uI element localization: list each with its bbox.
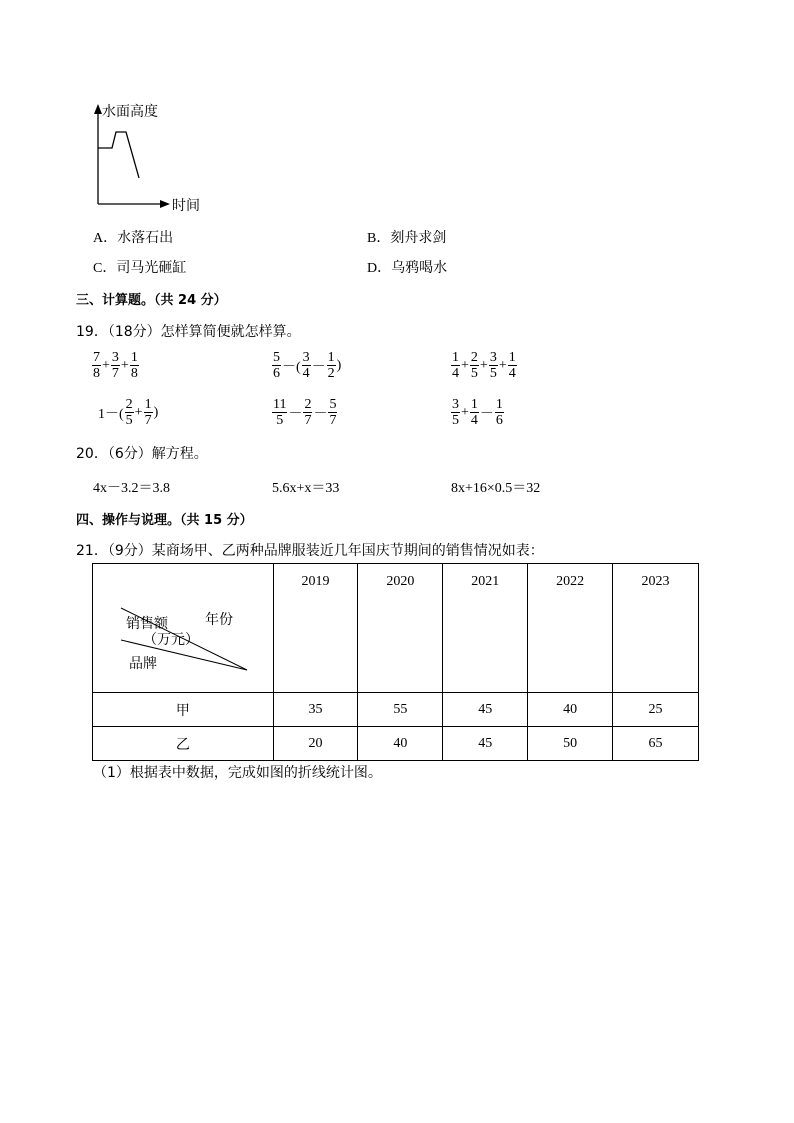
- fraction: $\frac{2}{5}$: [470, 350, 478, 381]
- diag-year-label: 年份: [205, 612, 233, 628]
- equation-2: 5.6x+x＝33: [272, 481, 340, 496]
- x-axis-arrow: [160, 200, 170, 208]
- option-text: 司马光砸缸: [116, 260, 187, 276]
- value-cell: 20: [273, 727, 358, 761]
- graph-ylabel: 水面高度: [102, 104, 158, 120]
- year-header: 2021: [443, 564, 528, 693]
- fraction: $\frac{1}{6}$: [495, 397, 503, 428]
- year-header: 2020: [358, 564, 443, 693]
- equation-3: 8x+16×0.5＝32: [451, 481, 541, 496]
- calc-expression-3: $\frac{1}{4}$ + $\frac{2}{5}$ + $\frac{3}{5}$ + $\frac{1}{4}$: [452, 350, 516, 381]
- fraction: $\frac{3}{4}$: [302, 350, 310, 381]
- y-axis-arrow: [94, 104, 102, 114]
- sales-table: [92, 563, 699, 761]
- value-cell: 50: [528, 727, 613, 761]
- value-cell: 25: [613, 693, 699, 727]
- equation-1: 4x－3.2＝3.8: [93, 481, 170, 496]
- fraction: $\frac{7}{8}$: [93, 350, 100, 381]
- brand-cell: 乙: [93, 727, 274, 761]
- table-header-row: [93, 564, 699, 693]
- fraction: $\frac{3}{5}$: [452, 397, 459, 428]
- fraction: $\frac{3}{7}$: [111, 350, 119, 381]
- diagonal-lines: [93, 564, 274, 682]
- section-4-title: 四、操作与说理。（共 15 分）: [76, 513, 253, 528]
- fraction: $\frac{1}{4}$: [452, 350, 459, 381]
- value-cell: 55: [358, 693, 443, 727]
- fraction: $\frac{1}{4}$: [508, 350, 516, 381]
- table-row: [93, 693, 699, 727]
- section-3-title: 三、计算题。（共 24 分）: [76, 293, 227, 308]
- fraction: $\frac{5}{7}$: [329, 397, 337, 428]
- value-cell: 65: [613, 727, 699, 761]
- calc-expression-4: 1－( $\frac{2}{5}$ + $\frac{1}{7}$ ): [98, 397, 159, 428]
- option-letter: D．: [367, 261, 392, 276]
- option-c: [93, 257, 186, 277]
- fraction: $\frac{1}{2}$: [327, 350, 335, 381]
- question-21-label: 21．（9分）某商场甲、乙两种品牌服装近几年国庆节期间的销售情况如表：: [76, 543, 544, 559]
- option-text: 水落石出: [117, 230, 174, 246]
- calc-expression-6: $\frac{3}{5}$ + $\frac{1}{4}$ － $\frac{1}{6}$: [452, 397, 503, 428]
- fraction: $\frac{1}{8}$: [130, 350, 138, 381]
- fraction: $\frac{1}{7}$: [144, 397, 152, 428]
- year-header: 2022: [528, 564, 613, 693]
- option-letter: A．: [93, 231, 118, 246]
- fraction: $\frac{1}{4}$: [470, 397, 478, 428]
- option-b: [367, 227, 446, 247]
- option-d: [367, 257, 447, 277]
- question-21-sub-1: （1）根据表中数据，完成如图的折线统计图。: [93, 765, 382, 781]
- question-20-label: 20．（6分）解方程。: [76, 446, 208, 462]
- water-level-line: [98, 132, 139, 178]
- option-text: 刻舟求剑: [390, 230, 447, 246]
- calc-expression-2: $\frac{5}{6}$ －( $\frac{3}{4}$ － $\frac{1}{2}$ ): [273, 350, 342, 381]
- diag-brand-label: 品牌: [129, 656, 157, 672]
- table-row: [93, 727, 699, 761]
- brand-cell: 甲: [93, 693, 274, 727]
- value-cell: 40: [528, 693, 613, 727]
- diagonal-header-cell: [93, 564, 274, 693]
- diag-sales-label: 销售额: [126, 616, 168, 632]
- diag-unit-label: （万元）: [143, 632, 199, 648]
- value-cell: 35: [273, 693, 358, 727]
- value-cell: 45: [443, 727, 528, 761]
- value-cell: 45: [443, 693, 528, 727]
- option-text: 乌鸦喝水: [391, 260, 448, 276]
- calc-expression-1: $\frac{7}{8}$ + $\frac{3}{7}$ + $\frac{1}{8}$: [93, 350, 138, 381]
- calc-expression-5: $\frac{11}{5}$ － $\frac{2}{7}$ － $\frac{5}{7}$: [273, 397, 337, 428]
- fraction: $\frac{5}{6}$: [273, 350, 280, 381]
- option-letter: C．: [93, 261, 117, 276]
- fraction: $\frac{11}{5}$: [273, 397, 287, 428]
- year-header: 2019: [273, 564, 358, 693]
- option-a: [93, 227, 173, 247]
- fraction: $\frac{2}{7}$: [304, 397, 312, 428]
- fraction: $\frac{2}{5}$: [125, 397, 133, 428]
- option-letter: B．: [367, 231, 391, 246]
- fraction: $\frac{3}{5}$: [489, 350, 497, 381]
- question-19-label: 19．（18分）怎样算简便就怎样算。: [76, 324, 301, 340]
- value-cell: 40: [358, 727, 443, 761]
- graph-xlabel: 时间: [172, 198, 200, 214]
- year-header: 2023: [613, 564, 699, 693]
